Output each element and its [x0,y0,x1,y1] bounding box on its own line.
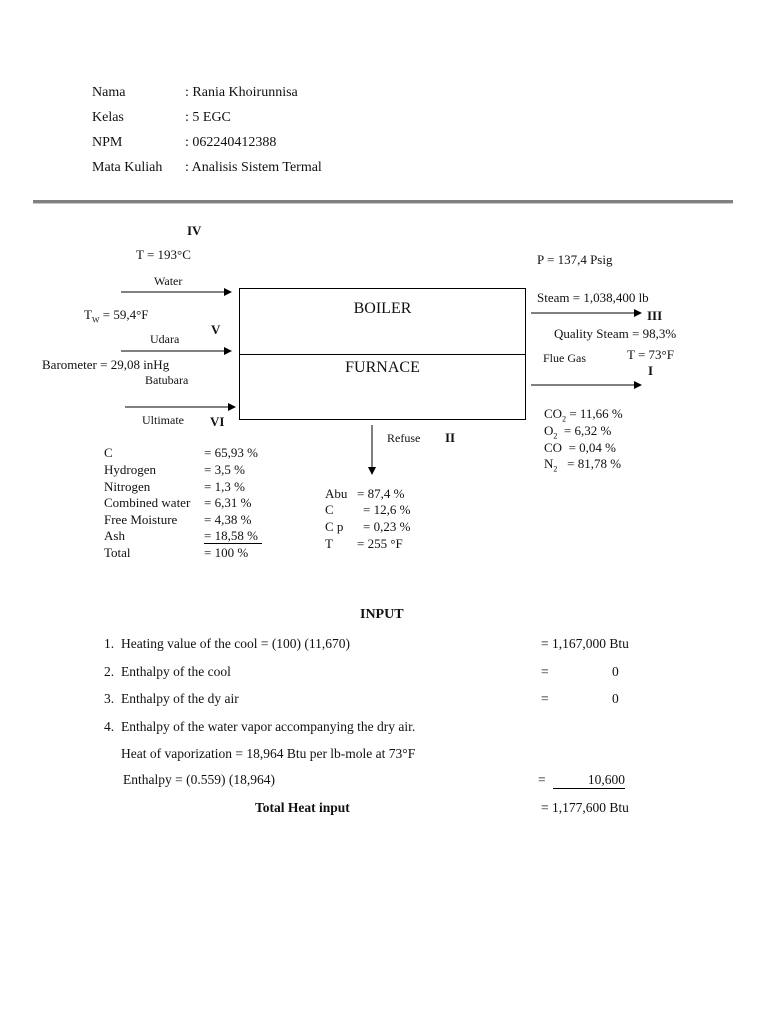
refuse-value: = 0,23 % [363,519,411,534]
refuse-name: Abu [325,486,348,501]
label-mata-kuliah: Mata Kuliah [92,160,163,175]
stream-iv-temp: T = 193°C [136,247,191,262]
item-text: Heating value of the cool = (100) (11,670) [121,636,351,651]
stream-vi-label-bottom: Ultimate [142,413,184,427]
item-result-value: 0 [612,691,619,706]
item-number: 3. [104,691,115,706]
heat-of-vaporization: Heat of vaporization = 18,964 Btu per lb-mole at 73°F [121,746,416,761]
coal-value: = 3,5 % [204,462,245,477]
refuse-value: = 255 °F [357,536,403,551]
flue-gas-row: CO = 0,04 % [544,440,616,455]
coal-value: = 100 % [204,545,249,560]
item-number: 1. [104,636,115,651]
coal-name: Combined water [104,495,191,510]
value-nama: : Rania Khoirunnisa [185,85,298,100]
coal-value: = 18,58 % [204,529,262,544]
item-text: Enthalpy of the water vapor accompanying the dry air. [121,719,416,734]
boiler-label: BOILER [353,300,412,317]
stream-vi-label-top: Batubara [145,373,189,387]
refuse-name: C p [325,519,344,534]
stream-iii-roman: III [647,308,663,323]
input-title: INPUT [360,607,404,622]
boiler-furnace-box [239,288,526,420]
refuse-name: C [325,502,334,517]
item-result-value: 0 [612,664,619,679]
quality-steam: Quality Steam = 98,3% [554,326,677,341]
coal-value: = 6,31 % [204,495,252,510]
refuse-value: = 87,4 % [357,486,405,501]
item-text: Enthalpy of the cool [121,664,231,679]
refuse-value: = 12,6 % [363,502,411,517]
item-result: = 1,167,000 Btu [541,636,629,651]
coal-value: = 4,38 % [204,512,252,527]
stream-v-roman: V [211,322,221,337]
coal-name: Nitrogen [104,479,151,494]
stream-i-label: Flue Gas [543,351,586,365]
value-mata-kuliah: : Analisis Sistem Termal [185,160,322,175]
stream-iv-label: Water [154,274,183,288]
label-npm: NPM [92,135,123,150]
stream-iv-roman: IV [187,223,202,238]
label-nama: Nama [92,85,126,100]
item-number: 4. [104,719,115,734]
flue-gas-row: $N_2 = 81,78$ % [544,456,622,474]
barometer: Barometer = 29,08 inHg [42,357,170,372]
furnace-label: FURNACE [345,359,420,376]
flue-gas-row: $O_2 = 6,32$ % [544,423,612,441]
enthalpy-value: 10,600 [553,773,625,789]
value-npm: : 062240412388 [185,135,277,150]
flue-gas-row: $CO_2 = 11,66$ % [544,406,623,424]
value-kelas: : 5 EGC [185,110,231,125]
coal-value: = 1,3 % [204,479,245,494]
stream-vi-roman: VI [210,414,225,429]
label-kelas: Kelas [92,110,124,125]
item-result-eq: = [541,664,549,679]
stream-ii-label: Refuse [387,431,421,445]
stream-v-label: Udara [150,332,180,346]
coal-value: = 65,93 % [204,445,258,460]
coal-name: Total [104,545,131,560]
box-divider [240,354,525,355]
tw-temp: $T_W = 59,4^\circ F$ [84,307,149,325]
pressure: P = 137,4 Psig [537,252,613,267]
stream-i-roman: I [648,363,654,378]
stream-ii-roman: II [445,430,456,445]
stream-iii-label: Steam = 1,038,400 lb [537,290,649,305]
enthalpy-line: Enthalpy = (0.559) (18,964) [123,772,275,787]
stream-i-temp: T = 73°F [627,347,674,362]
coal-name: C [104,445,113,460]
coal-name: Free Moisture [104,512,178,527]
item-result-eq: = [541,691,549,706]
coal-name: Ash [104,528,125,543]
total-heat-value: = 1,177,600 Btu [541,800,629,815]
item-number: 2. [104,664,115,679]
item-text: Enthalpy of the dy air [121,691,239,706]
enthalpy-eq: = [538,772,546,787]
total-heat-label: Total Heat input [255,800,350,815]
coal-name: Hydrogen [104,462,156,477]
refuse-name: T [325,536,333,551]
